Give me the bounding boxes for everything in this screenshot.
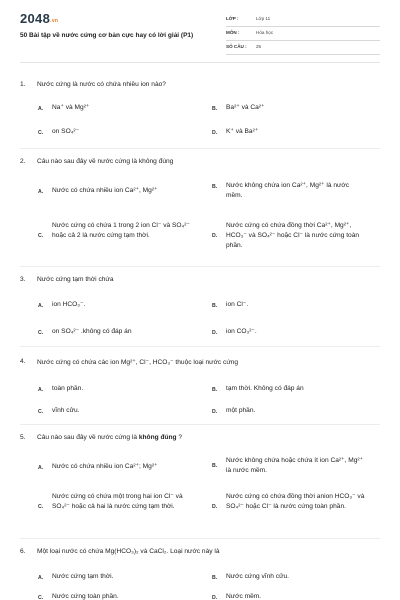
option-letter: A. [38,106,44,112]
option-b[interactable] [212,456,366,476]
option-letter: B. [212,387,218,393]
question-number: 5. [20,434,26,441]
option-letter: D. [212,130,218,136]
question-4-stem [20,358,377,366]
option-letter: B. [212,463,218,469]
option-c[interactable] [38,327,192,338]
option-b[interactable] [212,181,366,201]
question-number: 6. [20,548,26,555]
option-d[interactable] [212,127,366,138]
option-d[interactable] [212,492,366,512]
question-divider [20,424,380,425]
option-letter: A. [38,575,44,581]
option-text: Nước cứng có chứa 1 trong 2 ion Cl⁻ và SO₄²⁻ hoặc cả 2 là nước cứng tạm thời. [52,222,190,239]
question-6-stem [20,548,377,555]
option-c[interactable] [38,221,192,241]
option-text: Nước cứng toàn phần. [52,593,119,600]
option-letter: B. [212,575,218,581]
stem-part: Câu nào sau đây về nước cứng là [37,434,139,441]
option-c[interactable] [38,592,192,600]
option-letter: D. [212,233,218,239]
option-text: on SO₄²⁻ [52,128,80,135]
option-text: tạm thời. Không có đáp án [226,385,304,392]
option-d[interactable] [212,327,366,338]
question-2-stem [20,158,377,165]
option-c[interactable] [38,492,192,512]
meta-value: Lớp 11 [256,16,271,21]
option-letter: D. [212,330,218,336]
question-divider [20,538,380,539]
stem-emphasis: không đúng [138,434,177,441]
option-text: Nước cứng có chứa đồng thời Ca²⁺, Mg²⁺, HCO₃⁻ và SO₄²⁻ hoặc Cl⁻ là nước cứng toàn phần. [226,222,360,249]
option-b[interactable] [212,300,366,311]
option-text: Nước cứng có chứa một trong hai ion Cl⁻ và SO₄²⁻ hoặc cả hai là nước cứng tạm thời. [52,493,183,510]
meta-key: LỚP : [226,16,239,21]
question-number: 4. [20,358,26,365]
option-text: ion HCO₃⁻. [52,301,86,308]
option-b[interactable] [212,103,366,114]
option-c[interactable] [38,406,192,417]
option-d[interactable] [212,221,366,251]
option-letter: C. [38,130,44,136]
question-1-stem [20,81,377,88]
question-number: 2. [20,158,26,165]
option-letter: B. [212,106,218,112]
question-divider [20,148,380,149]
option-letter: A. [38,189,44,195]
question-5-stem [20,434,377,441]
header-divider [20,62,380,63]
option-letter: C. [38,409,44,415]
option-letter: C. [38,233,44,239]
option-letter: D. [212,409,218,415]
option-text: Ba²⁺ và Ca²⁺ [226,104,265,111]
option-a[interactable] [38,384,192,395]
option-text: Nước cứng có chứa đồng thời anion HCO₃⁻ và SO₄²⁻ hoặc Cl⁻ là nước cứng toàn phần. [226,493,365,510]
option-text: Nước có chứa nhiều ion Ca²⁺; Mg²⁺ [52,463,158,470]
option-letter: A. [38,465,44,471]
question-text [37,434,377,441]
option-text: toàn phần. [52,385,84,392]
option-text: K⁺ và Ba²⁺ [226,128,259,135]
option-text: Na⁺ và Mg²⁺ [52,104,90,111]
option-text: ion Cl⁻. [226,301,249,308]
question-text: Một loại nước có chứa Mg(HCO₃)₂ và CaCl₂. Loại nước này là [37,548,220,555]
option-text: on SO₄²⁻ .không có đáp án [52,328,132,335]
logo-main: 2048 [20,11,51,26]
question-3-stem [20,276,377,283]
option-text: Nước cứng vĩnh cửu. [226,573,290,580]
meta-value: Hóa học [256,30,274,35]
meta-value: 25 [256,44,262,49]
option-letter: A. [38,303,44,309]
option-letter: A. [38,387,44,393]
option-letter: D. [212,504,218,510]
option-text: Nước không chứa hoặc chứa ít ion Ca²⁺, Mg²⁺ là nước mềm. [226,457,364,474]
option-text: một phần. [226,407,256,414]
question-text: Nước cứng là nước có chứa nhiều ion nào? [37,81,166,88]
meta-key: SỐ CÂU : [226,44,247,49]
option-a[interactable] [38,103,192,114]
logo-suffix: .vn [50,18,59,24]
option-letter: C. [38,330,44,336]
option-letter: B. [212,184,218,190]
option-text: ion CO₃²⁻. [226,328,257,335]
meta-class [226,13,380,27]
option-a[interactable] [38,572,192,583]
option-letter: C. [38,504,44,510]
option-text: Nước có chứa nhiều ion Ca²⁺, Mg²⁺ [52,187,158,194]
option-b[interactable] [212,384,366,395]
option-d[interactable] [212,406,366,417]
option-d[interactable] [212,592,366,600]
option-a[interactable] [38,186,192,197]
question-divider [20,346,380,347]
question-text: Nước cứng có chứa các ion Mg²⁺, Cl⁻, HCO₃⁻ thuộc loại nước cứng [37,359,239,366]
stem-part: ? [176,434,183,441]
option-a[interactable] [38,462,192,473]
option-letter: B. [212,303,218,309]
option-text: Nước mềm. [226,593,262,600]
question-text: Câu nào sau đây về nước cứng là không đúng [37,158,174,165]
option-text: Nước cứng tạm thời. [52,573,114,580]
question-text: Nước cứng tạm thời chứa [37,276,114,283]
meta-subject [226,27,380,41]
question-number: 3. [20,276,26,283]
option-a[interactable] [38,300,192,311]
document-title: 50 Bài tập về nước cứng cơ bản cực hay có lời giải (P1) [20,32,194,39]
question-number: 1. [20,81,26,88]
meta-count [226,41,380,55]
question-divider [20,266,380,267]
option-text: vĩnh cửu. [52,407,80,414]
site-logo[interactable] [20,11,58,26]
option-c[interactable] [38,127,192,138]
document-header [0,0,400,78]
option-letter: D. [212,595,218,600]
option-text: Nước không chứa ion Ca²⁺, Mg²⁺ là nước mềm. [226,182,350,199]
meta-key: MÔN : [226,30,240,35]
option-b[interactable] [212,572,366,583]
option-letter: C. [38,595,44,600]
